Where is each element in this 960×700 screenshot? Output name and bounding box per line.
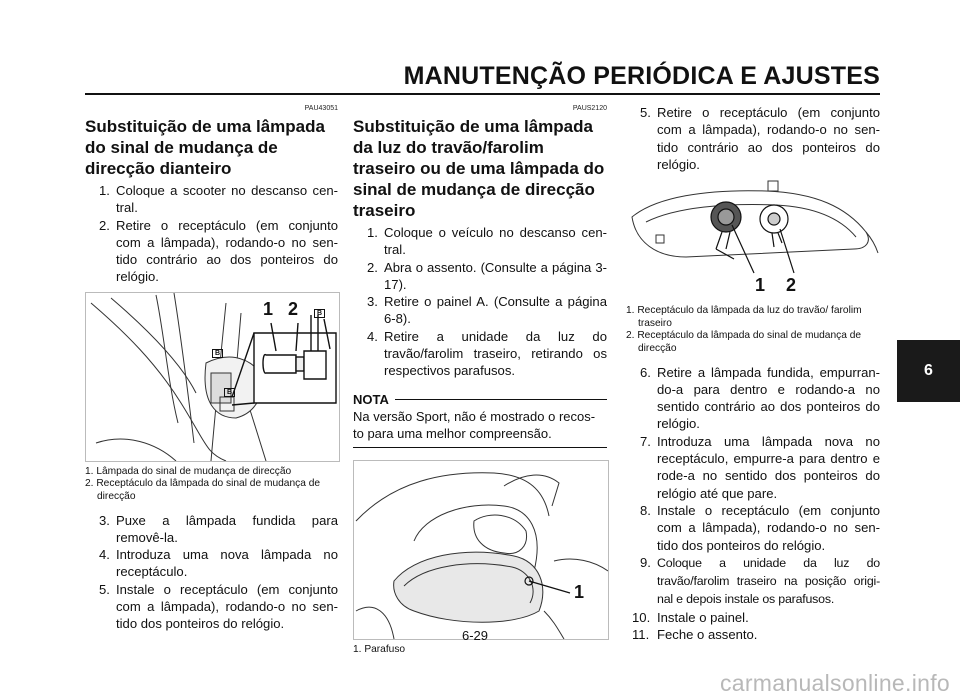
header-rule <box>85 93 880 95</box>
figure-rear-light <box>353 460 609 640</box>
middle-column <box>353 104 607 657</box>
callout-2: 2 <box>786 275 797 296</box>
list-item: 2. Abra o assento. (Consulte a página 3-17). <box>367 259 607 292</box>
page-header <box>85 60 880 96</box>
figure-rear-sockets <box>626 177 880 301</box>
list-item: 10. Instale o painel. <box>632 609 749 625</box>
list-item: 7. Introduza uma lâmpada nova no receptáculo, empurre-a para dentro e rode-a no sentido dos ponteiros do relógio até que pare. <box>640 433 880 501</box>
section-code: PAUS2120 <box>572 105 607 112</box>
step-list <box>85 512 338 633</box>
rear-sockets-illustration <box>626 177 880 301</box>
callout-2: 2 <box>288 298 299 319</box>
step-list <box>353 224 607 380</box>
callout-1: 1 <box>755 275 766 296</box>
chapter-tab[interactable]: 6 <box>897 340 960 402</box>
list-item: 9. Coloque a unidade da luz do travão/farolim traseiro na posição origi- nal e depois instale os parafusos. <box>640 554 880 607</box>
list-item: 1. Coloque o veículo no descanso cen- tral. <box>367 225 607 258</box>
section-title: Substituição de uma lâmpada da luz do travão/farolim traseiro ou de uma lâmpada do sinal de mudança de direcção traseiro <box>353 117 605 220</box>
page-number: 6-29 <box>462 628 489 643</box>
note-label: NOTA <box>353 391 389 407</box>
label-b: B <box>224 388 235 397</box>
note-rule <box>395 399 607 400</box>
figure-front-signal <box>85 292 340 462</box>
list-item: 1. Coloque a scooter no descanso cen- tral. <box>99 183 338 216</box>
watermark: carmanualsonline.info <box>719 670 950 696</box>
step-list <box>626 364 880 644</box>
list-item: 11. Feche o assento. <box>632 627 758 643</box>
left-column <box>85 104 338 633</box>
figure-caption: 1. Parafuso <box>353 644 406 656</box>
note-heading <box>353 392 607 407</box>
label-b: B <box>314 309 325 318</box>
list-item: 3. Puxe a lâmpada fundida para removê-la. <box>99 512 338 545</box>
list-item: 6. Retire a lâmpada fundida, empurran- do-a para dentro e rodando-a no sentido contrário ao dos ponteiros do relógio. <box>640 364 880 432</box>
figure-caption: 1. Lâmpada do sinal de mudança de direcção 2. Receptáculo da lâmpada do sinal de mudança de direcção <box>85 465 321 502</box>
list-item: 2. Retire o receptáculo (em conjunto com a lâmpada), rodando-o no sen- tido contrário ao dos ponteiros do relógio. <box>99 217 338 285</box>
step-list <box>85 182 338 286</box>
callout-1: 1 <box>263 298 274 319</box>
right-column <box>626 104 880 643</box>
front-signal-illustration <box>86 293 339 461</box>
list-item: 5. Retire o receptáculo (em conjunto com a lâmpada), rodando-o no sen- tido contrário ao dos ponteiros do relógio. <box>640 105 880 172</box>
list-item: 4. Retire a unidade da luz do travão/farolim traseiro, retirando os respectivos parafusos. <box>367 328 607 379</box>
list-item: 8. Instale o receptáculo (em conjunto com a lâmpada), rodando-o no sen- tido dos ponteiros do relógio. <box>640 502 880 553</box>
step-list <box>626 104 880 173</box>
list-item: 5. Instale o receptáculo (em conjunto com a lâmpada), rodando-o no sen- tido dos ponteiros do relógio. <box>99 581 338 632</box>
note-text: Na versão Sport, não é mostrado o recos- to para uma melhor compreensão. <box>353 408 607 449</box>
list-item: 4. Introduza uma nova lâmpada no receptáculo. <box>99 547 338 580</box>
label-b: B <box>212 349 223 358</box>
section-title: Substituição de uma lâmpada do sinal de mudança de direcção dianteiro <box>85 117 325 178</box>
callout-1: 1 <box>574 582 585 603</box>
rear-light-illustration <box>354 461 608 639</box>
section-code: PAU43051 <box>304 105 338 112</box>
figure-caption: 1. Receptáculo da lâmpada da luz do travão/ farolim traseiro 2. Receptáculo da lâmpada do sinal de mudança de direcção <box>626 305 862 354</box>
page-title: MANUTENÇÃO PERIÓDICA E AJUSTES <box>403 62 880 90</box>
list-item: 3. Retire o painel A. (Consulte a página 6-8). <box>367 294 607 327</box>
